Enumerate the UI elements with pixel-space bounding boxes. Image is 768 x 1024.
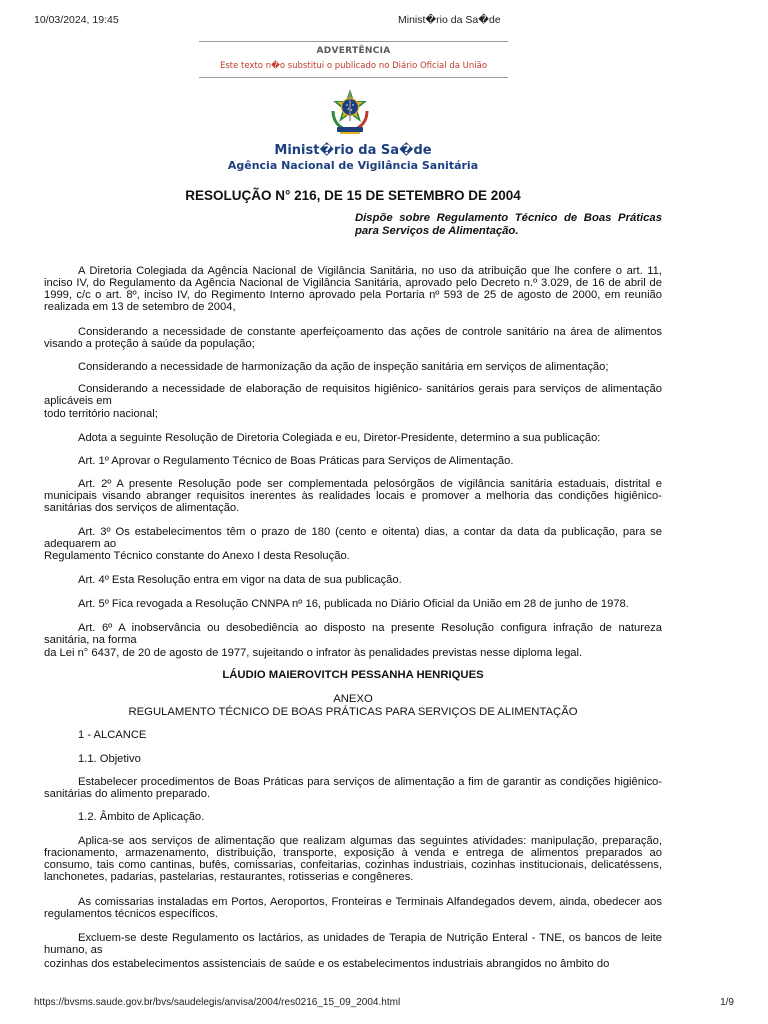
ementa: Dispõe sobre Regulamento Técnico de Boas Práticas para Serviços de Alimentação.: [355, 212, 662, 237]
scope-paragraph: Aplica-se aos serviços de alimentação que realizam algumas das seguintes atividades: manipulação, preparação, fracionamento, armazenamento, distribuição, transporte, exposição à venda e entrega de alimentos preparados ao consumo, tais como cantinas, bufês, comissarias, confeitarias, cozinhas industriais, cozinhas institucionais, delicatéssens, lanchonetes, padarias, pastelarias, restaurantes, rotisserias e congêneres.: [44, 835, 662, 883]
article-3: Art. 3º Os estabelecimentos têm o prazo de 180 (cento e oitenta) dias, a contar da data da publicação, para se adequarem ao: [44, 526, 662, 550]
article-1: Art. 1º Aprovar o Regulamento Técnico de Boas Práticas para Serviços de Alimentação.: [78, 455, 514, 467]
warning-title: ADVERTÊNCIA: [316, 46, 391, 56]
signature: LÁUDIO MAIEROVITCH PESSANHA HENRIQUES: [222, 669, 484, 681]
print-site-title: Minist�rio da Sa�de: [398, 14, 501, 26]
scope-paragraph: As comissarias instaladas em Portos, Aeroportos, Fronteiras e Terminais Alfandegados devem, ainda, obedecer aos regulamentos técnicos específicos.: [44, 896, 662, 920]
brazil-coat-of-arms-icon: [327, 87, 373, 135]
article-4: Art. 4º Esta Resolução entra em vigor na data de sua publicação.: [78, 574, 402, 586]
masthead: [0, 143, 706, 173]
print-header: [34, 14, 734, 28]
subsection-heading: 1.2. Âmbito de Aplicação.: [78, 811, 205, 823]
source-url: https://bvsms.saude.gov.br/bvs/saudelegis/anvisa/2004/res0216_15_09_2004.html: [34, 997, 401, 1008]
page-number: 1/9: [720, 997, 734, 1008]
warning-notice: [199, 41, 508, 78]
article-5: Art. 5º Fica revogada a Resolução CNNPA nº 16, publicada no Diário Oficial da União em 28 de junho de 1978.: [78, 598, 629, 610]
considerando-paragraph: Considerando a necessidade de elaboração de requisitos higiênico- sanitários gerais para serviços de alimentação aplicáveis em: [44, 383, 662, 407]
article-6: Art. 6º A inobservância ou desobediência ao disposto na presente Resolução configura infração de natureza sanitária, na forma: [44, 622, 662, 646]
article-3-continuation: Regulamento Técnico constante do Anexo I desta Resolução.: [44, 550, 350, 562]
adoption-paragraph: Adota a seguinte Resolução de Diretoria Colegiada e eu, Diretor-Presidente, determino a sua publicação:: [78, 432, 601, 444]
ministry-name: Minist�rio da Sa�de: [274, 143, 432, 158]
article-2: Art. 2º A presente Resolução pode ser complementada pelosórgãos de vigilância sanitária estaduais, distrital e municipais visando abranger requisitos inerentes às realidades locais e promover a melhoria das condições higiênico-sanitárias dos serviços de alimentação.: [44, 478, 662, 514]
objective-paragraph: Estabelecer procedimentos de Boas Práticas para serviços de alimentação a fim de garantir as condições higiênico-sanitárias do alimento preparado.: [44, 776, 662, 800]
print-footer: [34, 997, 734, 1011]
document-title: RESOLUÇÃO N° 216, DE 15 DE SETEMBRO DE 2004: [185, 188, 521, 203]
warning-text: Este texto n�o substitui o publicado no Diário Oficial da União: [219, 61, 488, 71]
considerando-paragraph: Considerando a necessidade de constante aperfeiçoamento das ações de controle sanitário na área de alimentos visando a proteção à saúde da população;: [44, 326, 662, 350]
subsection-heading: 1.1. Objetivo: [78, 753, 141, 765]
agency-name: Agência Nacional de Vigilância Sanitária: [227, 159, 479, 172]
print-date: 10/03/2024, 19:45: [34, 14, 119, 26]
section-heading: 1 - ALCANCE: [78, 729, 147, 741]
preamble-paragraph: A Diretoria Colegiada da Agência Nacional de Vigilância Sanitária, no uso da atribuição que lhe confere o art. 11, inciso IV, do Regulamento da Agência Nacional de Vigilância Sanitária, aprovado pelo Decreto n.º 3.029, de 16 de abril de 1999, c/c o art. 8º, inciso IV, do Regimento Interno aprovado pela Portaria nº 593 de 25 de agosto de 2000, em reunião realizada em 13 de setembro de 2004,: [44, 265, 662, 313]
considerando-paragraph: Considerando a necessidade de harmonização da ação de inspeção sanitária em serviços de alimentação;: [78, 361, 609, 373]
annex-label: ANEXO: [333, 693, 373, 705]
exclusion-continuation: cozinhas dos estabelecimentos assistenciais de saúde e os estabelecimentos industriais abrangidos no âmbito do: [44, 958, 610, 970]
exclusion-paragraph: Excluem-se deste Regulamento os lactários, as unidades de Terapia de Nutrição Enteral - TNE, os bancos de leite humano, as: [44, 932, 662, 956]
annex-title: REGULAMENTO TÉCNICO DE BOAS PRÁTICAS PARA SERVIÇOS DE ALIMENTAÇÃO: [128, 706, 578, 718]
article-6-continuation: da Lei n° 6437, de 20 de agosto de 1977, sujeitando o infrator às penalidades previstas nesse diploma legal.: [44, 647, 583, 659]
considerando-continuation: todo território nacional;: [44, 408, 158, 420]
